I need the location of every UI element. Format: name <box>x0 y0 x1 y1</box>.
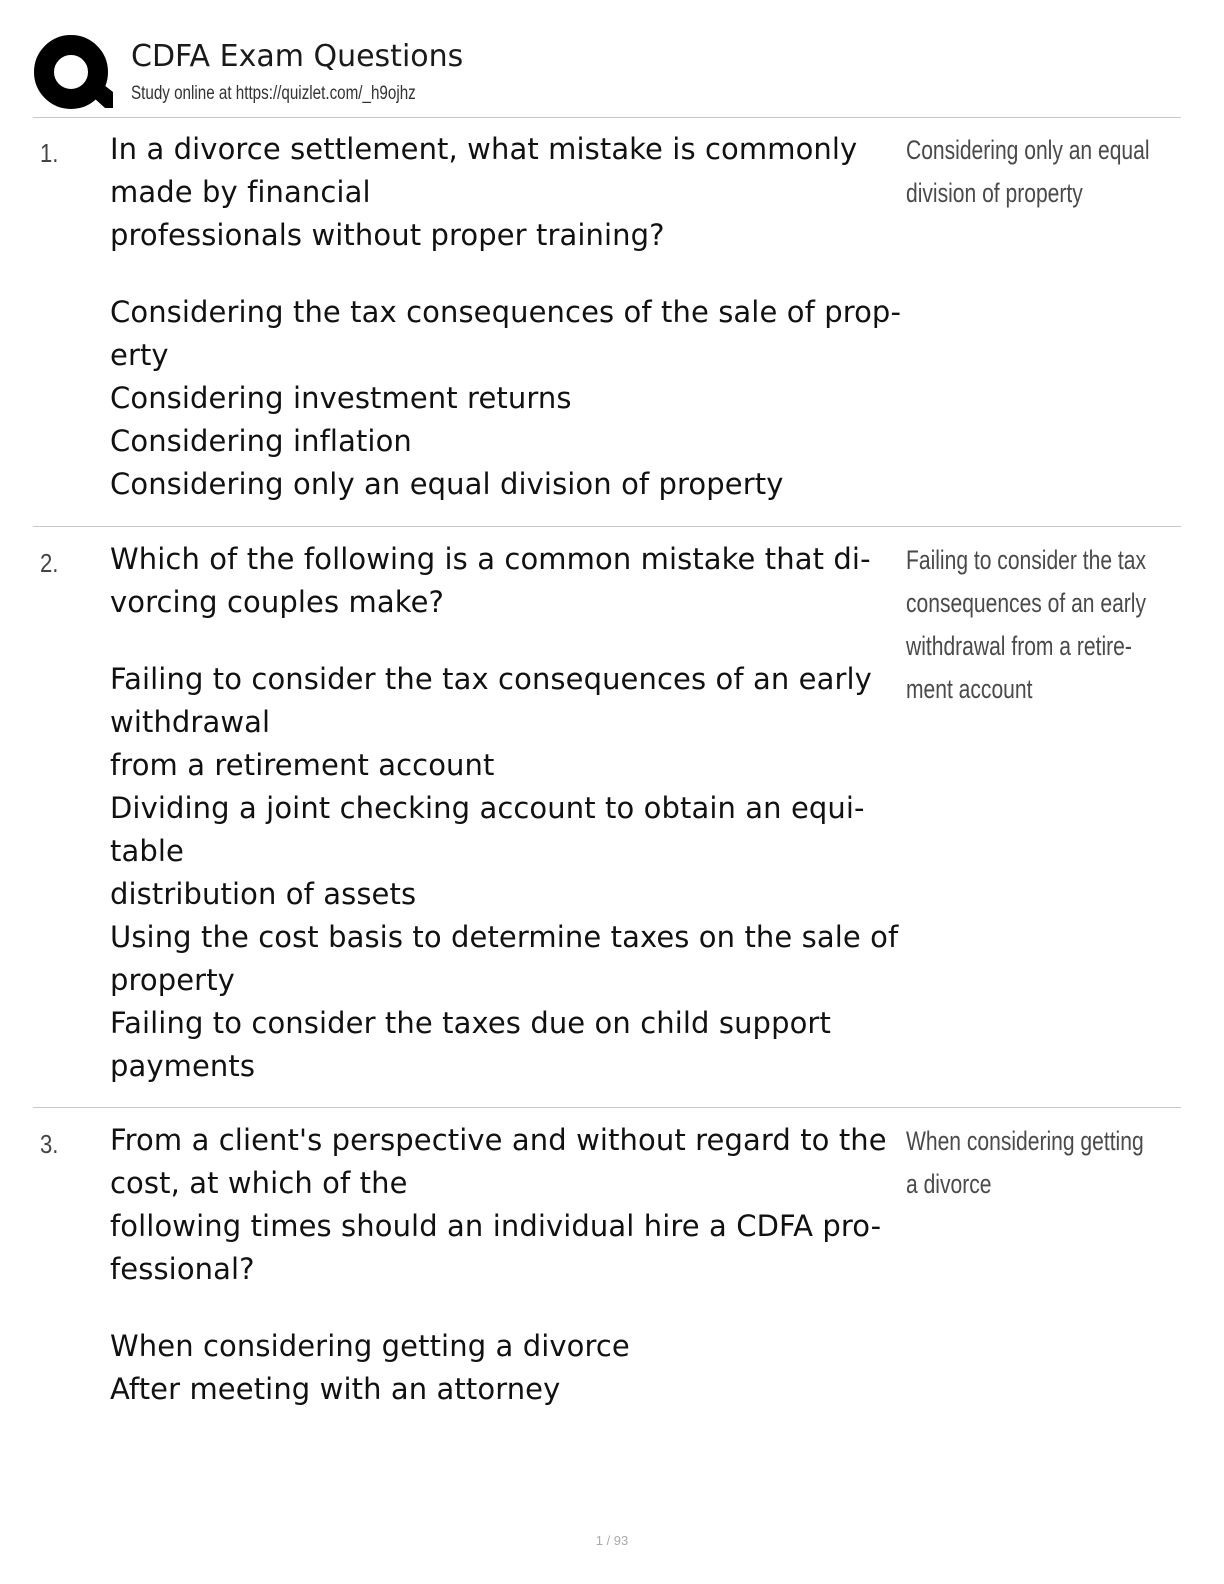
question-text-line: professionals without proper training? <box>110 218 665 252</box>
answer-text-line: Failing to consider the tax <box>906 545 1146 575</box>
answer-text <box>906 129 1163 215</box>
page-number: 1 / 93 <box>595 1533 629 1548</box>
question-text-line: made by financial <box>110 175 371 209</box>
option-text-line: Considering investment returns <box>110 381 572 415</box>
divider <box>33 1107 1181 1108</box>
question-text-line: In a divorce settlement, what mistake is commonly <box>110 132 858 166</box>
answer-text-line: When considering getting <box>906 1126 1144 1156</box>
question-text-line: following times should an individual hire a CDFA pro- <box>110 1209 882 1243</box>
page-header <box>33 34 1181 116</box>
question-card-2 <box>110 538 900 1088</box>
question-number: 2. <box>40 548 59 578</box>
answer-text <box>906 1120 1163 1206</box>
question-card-1 <box>110 128 900 506</box>
question-number: 1. <box>40 138 59 168</box>
option-text-line: erty <box>110 338 169 372</box>
option-text-line: Dividing a joint checking account to obtain an equi- <box>110 791 865 825</box>
option-text-line: Failing to consider the taxes due on child support <box>110 1006 831 1040</box>
answer-text-line: ment account <box>906 674 1033 704</box>
option-text-line: When considering getting a divorce <box>110 1329 630 1363</box>
study-online-link[interactable]: Study online at https://quizlet.com/_h9ojhz <box>131 83 416 104</box>
option-text-line: After meeting with an attorney <box>110 1372 561 1406</box>
option-text-line: withdrawal <box>110 705 271 739</box>
answer-text-line: consequences of an early <box>906 588 1147 618</box>
answer-text-line: a divorce <box>906 1169 992 1199</box>
question-text-line: Which of the following is a common mistake that di- <box>110 542 871 576</box>
question-text-line: fessional? <box>110 1252 255 1286</box>
answer-text-line: withdrawal from a retire- <box>906 631 1132 661</box>
question-text-line: From a client's perspective and without regard to the <box>110 1123 887 1157</box>
option-text-line: Considering the tax consequences of the sale of prop- <box>110 295 902 329</box>
answer-text <box>906 539 1163 711</box>
option-text-line: property <box>110 963 235 997</box>
question-text-line: vorcing couples make? <box>110 585 445 619</box>
question-number: 3. <box>40 1129 59 1159</box>
option-text-line: Considering only an equal division of property <box>110 467 784 501</box>
page-title: CDFA Exam Questions <box>131 39 464 74</box>
option-text-line: Failing to consider the tax consequences of an early <box>110 662 872 696</box>
option-text-line: Considering inflation <box>110 424 412 458</box>
option-text-line: from a retirement account <box>110 748 495 782</box>
question-card-3 <box>110 1119 900 1411</box>
answer-text-line: Considering only an equal <box>906 135 1150 165</box>
quizlet-logo-icon <box>33 34 113 112</box>
answer-text-line: division of property <box>906 178 1083 208</box>
option-text-line: Using the cost basis to determine taxes on the sale of <box>110 920 899 954</box>
divider <box>33 117 1181 118</box>
question-text-line: cost, at which of the <box>110 1166 408 1200</box>
option-text-line: table <box>110 834 184 868</box>
divider <box>33 526 1181 527</box>
option-text-line: distribution of assets <box>110 877 417 911</box>
option-text-line: payments <box>110 1049 256 1083</box>
